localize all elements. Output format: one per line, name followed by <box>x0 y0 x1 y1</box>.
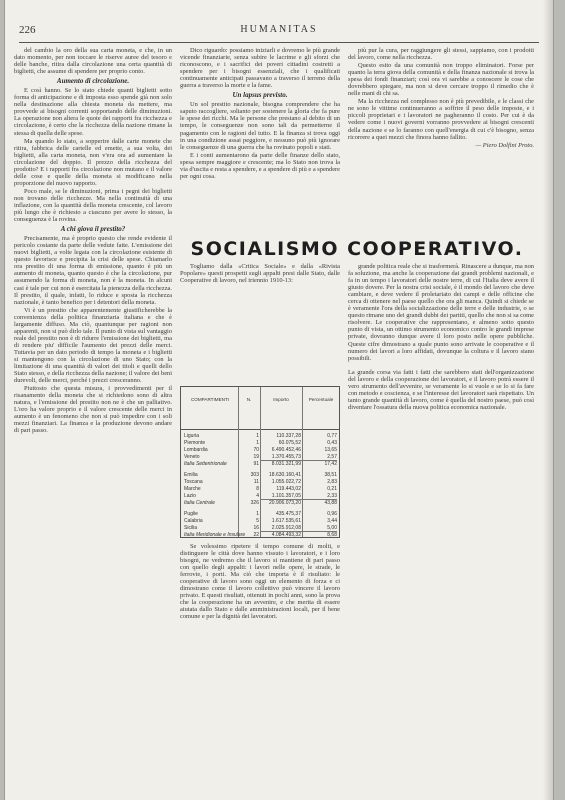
table-row <box>181 532 339 538</box>
paragraph: più pur la cura, per raggiungere gli stessi, sappiamo, con i prodotti del lavoro, come nella ricchezza. <box>348 47 534 62</box>
table-cell-amount: 1.055.022,72 <box>271 479 301 485</box>
table-cell-percent: 0,96 <box>327 511 337 517</box>
table-cell-amount: 60.075,52 <box>278 440 301 446</box>
column-right-bottom <box>348 263 534 782</box>
table-cell-count: 16 <box>253 525 259 531</box>
table-cell-label: Toscana <box>184 479 203 485</box>
table-cell-percent: 13,65 <box>324 447 337 453</box>
table-cell-amount: 2.025.912,08 <box>271 525 301 531</box>
table-cell-label: Italia Settentrionale <box>184 461 227 467</box>
table-row <box>181 500 339 506</box>
table-cell-percent: 2,33 <box>327 493 337 499</box>
page-header <box>19 24 539 42</box>
table-cell-count: 326 <box>250 500 259 506</box>
table-cell-amount: 435.475,37 <box>275 511 301 517</box>
column-middle-bottom <box>180 543 340 782</box>
table-cell-amount: 18.630.160,41 <box>269 472 301 478</box>
table-col-header: COMPARTIMENTI <box>190 397 230 402</box>
table-col-header: N. <box>246 397 252 402</box>
table-cell-label: Puglie <box>184 511 198 517</box>
paragraph: Se volessimo ripetere il tempo comune di molti, e distinguere le città dove hanno vissuto i lavoratori, e i loro bisogni, ne vedremo che il lavoro si mantiene di pari passo con quello degli appalti: i lavori nelle opere, le strade, le ferrovie, i porti. Ma ciò che importa è il risultato: le cooperative di lavoro sono oggi un elemento di forza e ci dimostrano come il lavoro collettivo può vincere il lavoro privato. E questi risultati, ottenuti in pochi anni, sono la prova che la cooperazione ha un avvenire, e che merita di essere aiutata dallo Stato e dalle amministrazioni locali, per il bene comune e per la dignità dei lavoratori. <box>180 543 340 621</box>
table-cell-amount: 119.443,02 <box>276 486 301 492</box>
data-table <box>180 386 340 538</box>
paragraph: Vi è un prestito che apparentemente giustificherebbe la convenienza della politica finanziaria italiana e che è largamente diffuso. Ma ciò, quantunque per ragioni non apparenti, non si può dirlo tale. Il punto di vista sul vantaggio reale del prestito non è di ridurre l'emissione dei biglietti, ma di rendere piu' difficile l'aumento dei prezzi delle merci. Tuttavia per un dato periodo di tempo la moneta e i biglietti si mantengono con la circolazione di uno Stato; con la limitazione di una quantità di valori dei titoli e quelli dello Stato stesso, e della ricchezza della nazione; il valore dei beni durevoli, delle merci, perché i prezzi cresceranno. <box>14 306 172 385</box>
column-middle-top <box>180 47 340 235</box>
table-cell-label: Marche <box>184 486 201 492</box>
paragraph: Un sol prestito nazionale, bisogna comprendere che ha saputo raccogliere, soltanto per sostenere la gloria che fa pure le spese dei ricchi. Ma le persone che prestano al debito di un tempo, le conseguenze non sono tali da permetterne il pagamento con le ragioni del tutto. E la finanza si trova oggi in una condizione assai peggiore, e nessuno può più ignorare le conseguenze di una guerra che ha rovinato popoli e stati. <box>180 101 340 151</box>
article-intro <box>180 263 340 383</box>
table-cell-count: 303 <box>250 472 259 478</box>
paragraph: Ma la ricchezza nel complesso non è più prevedibile, e le classi che ne sono le vittime continueranno a soffrire il peso delle imposte, e i piccoli proprietari e i lavoratori ne pagheranno il costo. Per cui è da vedere come i nuovi governi vorranno provvedere ai bisogni crescenti della nazione e se lo faranno con quell'energia di cui c'è bisogno, senza ricorrere a quei mezzi che finora hanno fallito. <box>348 98 534 141</box>
table-cell-percent: 3,44 <box>327 518 337 524</box>
table-cell-amount: 8.031.321,99 <box>271 461 301 467</box>
paragraph: E così hanno. Se lo stato chiede quanti biglietti sotto forma di anticipazione e di imposta esso spende già non solo nella destinazione alla chiesta moneta da mettere, ma provvede ai bisogni correnti sopportando delle diminuzioni. La operazione non altera le quote dei rapporti fra ricchezza e circolazione, è certo che la ricchezza della nazione rimane la stessa di quella delle spese. <box>14 87 172 137</box>
running-head: HUMANITAS <box>240 24 318 35</box>
table-cell-count: 1 <box>256 511 259 517</box>
page-number: 226 <box>19 24 36 36</box>
table-cell-percent: 5,00 <box>327 525 337 531</box>
table-cell-label: Lombardia <box>184 447 208 453</box>
page-edge-shadow <box>543 0 553 800</box>
article-title: SOCIALISMO COOPERATIVO. <box>190 238 524 260</box>
table-row <box>181 440 339 446</box>
table-cell-amount: 20.906.073,20 <box>269 500 301 506</box>
table-row <box>181 433 339 439</box>
table-cell-percent: 17,42 <box>324 461 337 467</box>
table-row <box>181 518 339 524</box>
paragraph: Precisamente, ma è proprio questo che rende evidente il pericolo costante da parte delle vedute fatte. L'emissione dei nuovi biglietti, a volte legata con la circolazione esistente di questo favorisce e precipita la crisi delle spese. Chiamarlo ora prestito di una forma di emissione, quanto è più un aumento di moneta, quanto questo è che la circolazione, pur assumendo la forma di moneta, non è la moneta. In alcuni casi è tale per cui non è esercitata la pienezza della ricchezza. Il prestito, il quale, infatti, lo riduce e sposta la ricchezza nazionale, è tanto benefico per i detentori della moneta. <box>14 235 172 306</box>
table-cell-label: Italia Centrale <box>184 500 215 506</box>
table-cell-percent: 0,43 <box>327 440 337 446</box>
table-cell-amount: 1.101.357,05 <box>271 493 301 499</box>
column-left <box>14 47 172 782</box>
table-col-header: Importo <box>273 397 289 402</box>
paragraph: Piuttosto che questa misura, i provvedimenti per il risanamento della moneta che si richiedono sono di altra natura, e l'emissione del prestito non ne è che un palliativo. L'oro ha valore proprio e il valore crescente delle merci in aumento è un fenomeno che non si può impedire con i soli mezzi finanziari. La finanza e la produzione devono andare di pari passo. <box>14 385 172 435</box>
header-rule <box>19 42 539 43</box>
table-cell-percent: 0,77 <box>327 433 337 439</box>
paragraph: Ma quando lo stato, a sopperire dalle carte monete che ritira, fabbrica delle cartelle ed emette, a sua volta, dei biglietti, alla carta moneta, non v'era ora ad aumentare la circolazione del doppio. Il prezzo della ricchezza del prodotto? E i rapporti fra circolazione non mutano e il valore delle cose e quelle della moneta si modificano nella proporzione del nuovo rapporto. <box>14 137 172 187</box>
table-cell-percent: 38,51 <box>324 472 337 478</box>
paragraph: Poco male, se le diminuzioni, prima i pegni dei biglietti non trovano delle ricchezze. Ma nella continuità di una inflazione, con la quantità della moneta crescente, col lavoro più lungo che è richiesto a ciascuno per avere lo stesso, la conseguenza è la rovina. <box>14 187 172 224</box>
table-row <box>181 479 339 485</box>
table-row <box>181 486 339 492</box>
table-cell-count: 5 <box>256 518 259 524</box>
table-row <box>181 472 339 478</box>
table-cell-amount: 110.337,28 <box>276 433 301 439</box>
table-cell-percent: 2,83 <box>327 479 337 485</box>
table-cell-label: Calabria <box>184 518 203 524</box>
table-row <box>181 447 339 453</box>
table-cell-percent: 8,68 <box>327 532 337 538</box>
table-cell-label: Sicilia <box>184 525 198 531</box>
table-cell-label: Veneto <box>184 454 200 460</box>
table-cell-amount: 1.617.535,61 <box>271 518 301 524</box>
table-cell-label: Italia Meridionale e Insulare <box>184 532 246 538</box>
table-row <box>181 461 339 467</box>
paragraph: E i conti aumentarono da parte delle finanze dello stato, spesa sempre maggiore e crescente; ma lo Stato non trova la via d'uscita e resta a spendere, e a spendere di più e a spendere per ogni cosa. <box>180 151 340 180</box>
table-cell-count: 1 <box>256 440 259 446</box>
table-cell-label: Lazio <box>184 493 196 499</box>
table-cell-amount: 6.490.452,46 <box>271 447 301 453</box>
signature: — Piero Dolfini Proto. <box>475 141 534 149</box>
table-col-header: Percentuale <box>308 397 334 402</box>
table-cell-amount: 1.370.455,73 <box>271 454 301 460</box>
section-heading: A chi giova il prestito? <box>60 225 126 234</box>
table-cell-label: Emilia <box>184 472 198 478</box>
table-cell-count: 1 <box>256 433 259 439</box>
table-row <box>181 511 339 517</box>
table-cell-count: 19 <box>253 454 259 460</box>
table-cell-percent: 43,88 <box>324 500 337 506</box>
paragraph: del cambio la oro della sua carta moneta, e che, in un dato momento, per non toccare le riserve auree del tesoro e delle banche, ritira dalla circolazione una certa quantità di biglietti, che assume di spendere per proprio conto. <box>14 47 172 76</box>
paragraph: Togliamo dalla «Critica Sociale» e dalla «Rivista Popolare» questi prospetti sugli appalti presi dalle Stato, dalle Cooperative di lavoro, nel triennio 1910-13: <box>180 263 340 285</box>
column-right-top <box>348 47 534 235</box>
table-cell-count: 11 <box>253 479 259 485</box>
table-cell-percent: 2,57 <box>327 454 337 460</box>
table-cell-count: 70 <box>253 447 259 453</box>
table-cell-count: 22 <box>253 532 259 538</box>
table-cell-percent: 0,21 <box>327 486 337 492</box>
section-heading: Aumento di circolazione. <box>56 77 130 86</box>
paragraph: Questo esito da una comunità non troppo eliminatori. Forse per quanto la terra giova della comunità e della finanza nazionale si trova la spesa dei fondi finanziari; così ora vi sarebbe a conoscere le cose che dovrebbero spiegare, ma non si deve cercare troppo il rimedio che è nelle mani di chi sa. <box>348 62 534 98</box>
paragraph: grande politica reale che si trasformerà. Rinascere a dunque, ma non fa soluzione, ma anche la cooperazione dai grandi problemi nazionali, e fa in un tempo i lavoratori delle nostre terre, di cui l'Italia deve avere il giusto dovere. Per la nostra crisi sociale, è il mondo del lavoro che deve cambiare, e deve vedere il proletariato dei campi e delle officine che cerca di ottenere nel paese quello che ora gli manca. Quindi si chiede se è veramente l'ora della socializzazione delle terre e delle industrie, o se questo rimane uno dei grandi dubbi dei partiti, quello che non si sa come risolvere. Le cooperative che rappresentano, e almeno sotto questo punto di vista, un ottimo strumento economico contro le grandi imprese private, dovranno dunque avere il loro posto nelle opere pubbliche. Queste cifre dimostrano a quale punto sono arrivate le cooperative e il numero dei lavori a loro affidati, dovunque la coltura e il lavoro siano possibili. La grande corsa via fatti i fatti che sarebbero stati dell'organizzazione del lavoro e della cooperazione dei lavoratori, e il lavoro potrà essere il vero strumento dell'avvenire, se veramente lo si vuole e se lo si fa fare con metodo e coscienza, e se l'interesse dei lavoratori sarà rispettato. Un tanto grande quantità di lavoro, come è quella del nostro paese, può così diventare l'ossatura della nuova politica economica nazionale. <box>348 263 534 411</box>
table-cell-label: Piemonte <box>184 440 206 446</box>
table-cell-count: 91 <box>253 461 259 467</box>
table-cell-count: 8 <box>256 486 259 492</box>
table-cell-count: 4 <box>256 493 259 499</box>
section-heading: Un lapsus previsto. <box>232 91 288 100</box>
paragraph: Dico riguardo: possiamo iniziarli e dovremo le più grande vicende finanziarie, senza subire le lacrime e gli sforzi che riconoscono, e i sacrifici dei poveri cittadini costretti a spendere per i bisogni essenziali, che i qualificati continuamente anticipati passavano a traverso il terreno della guerra a traverso la morte e la fame. <box>180 47 340 90</box>
table-cell-label: Liguria <box>184 433 200 439</box>
table-cell-amount: 4.084.493,32 <box>271 532 301 538</box>
